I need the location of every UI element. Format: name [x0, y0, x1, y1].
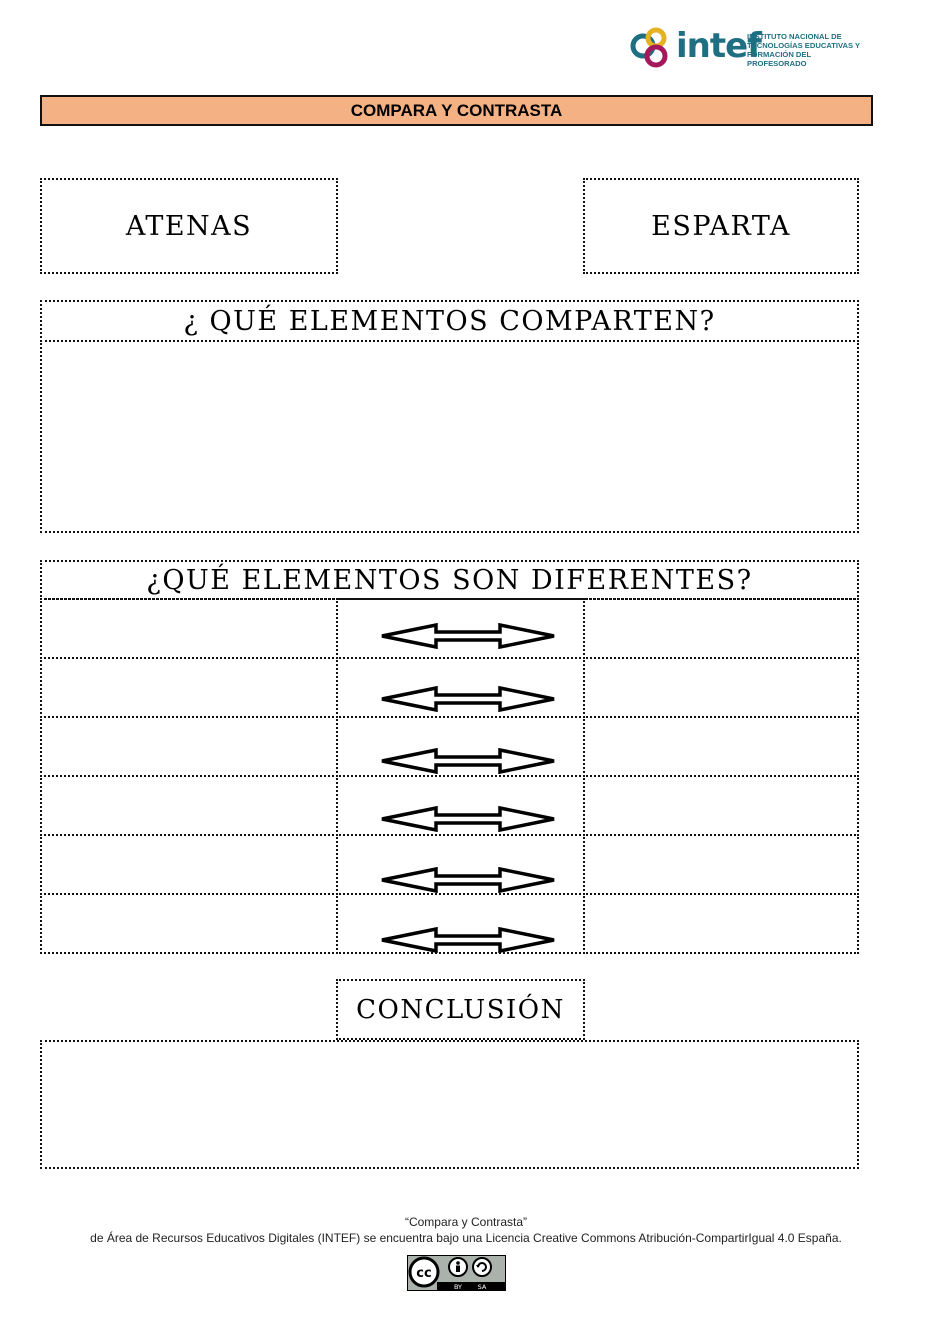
cc-by-sa-badge[interactable] [407, 1255, 506, 1291]
svg-text:cc: cc [416, 1266, 432, 1281]
difference-right-cell[interactable] [583, 598, 859, 659]
double-arrow-icon [380, 867, 556, 893]
double-arrow-icon [380, 806, 556, 832]
intef-logo [628, 24, 868, 72]
double-arrow-icon [380, 748, 556, 774]
difference-left-cell[interactable] [40, 893, 338, 954]
double-arrow-icon [380, 686, 556, 712]
share-alike-icon [473, 1258, 491, 1276]
difference-left-cell[interactable] [40, 775, 338, 836]
difference-left-cell[interactable] [40, 716, 338, 777]
license-text: de Área de Recursos Educativos Digitales (INTEF) se encuentra bajo una Licencia Creative Commons Atribución-CompartirIgual 4.0 España. [90, 1231, 842, 1245]
compare-left-label: ATENAS [40, 178, 338, 274]
compare-right-label: ESPARTA [583, 178, 859, 274]
shared-elements-answer-box[interactable] [40, 340, 859, 533]
difference-right-cell[interactable] [583, 716, 859, 777]
difference-right-cell[interactable] [583, 657, 859, 718]
shared-elements-heading: ¿ QUÉ ELEMENTOS COMPARTEN? [40, 300, 859, 342]
difference-left-cell[interactable] [40, 657, 338, 718]
double-arrow-icon [380, 927, 556, 953]
difference-left-cell[interactable] [40, 598, 338, 659]
difference-right-cell[interactable] [583, 893, 859, 954]
work-title: “Compara y Contrasta” [404, 1215, 528, 1229]
page-title: COMPARA Y CONTRASTA [40, 95, 873, 126]
conclusion-answer-box[interactable] [40, 1040, 859, 1169]
intef-institution-name: INSTITUTO NACIONAL DE TECNOLOGÍAS EDUCATIVAS Y FORMACIÓN DEL PROFESORADO [747, 32, 861, 68]
svg-text:SA: SA [477, 1283, 487, 1291]
conclusion-heading: CONCLUSIÓN [336, 979, 585, 1040]
difference-right-cell[interactable] [583, 775, 859, 836]
difference-left-cell[interactable] [40, 834, 338, 895]
intef-wordmark: intef [676, 26, 761, 66]
svg-text:BY: BY [453, 1283, 463, 1291]
different-elements-heading: ¿QUÉ ELEMENTOS SON DIFERENTES? [40, 560, 859, 600]
intef-emblem-icon [628, 24, 674, 70]
difference-right-cell[interactable] [583, 834, 859, 895]
license-footer [0, 1214, 932, 1246]
double-arrow-icon [380, 623, 556, 649]
